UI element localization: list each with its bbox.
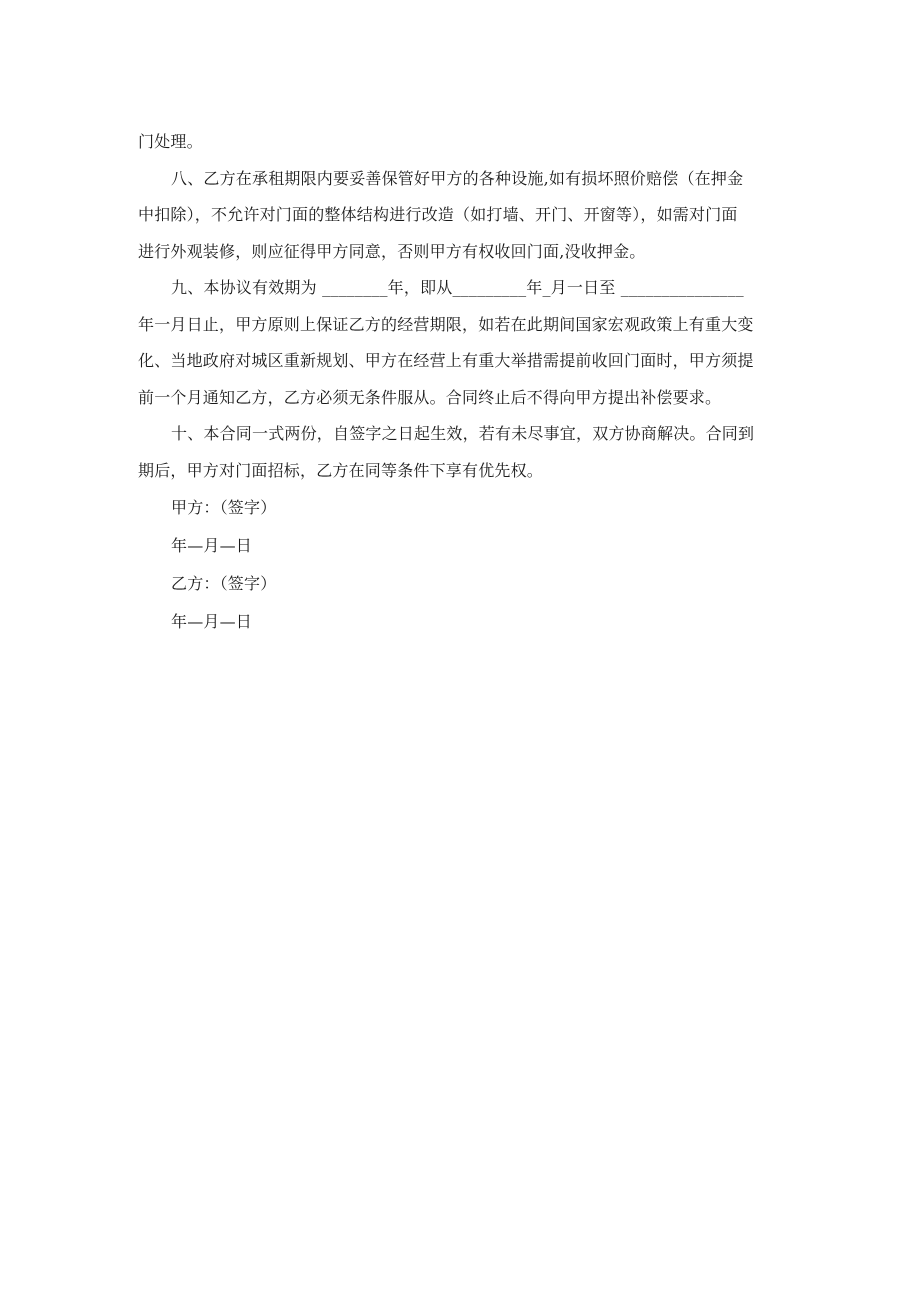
party-b-signature: 乙方：（签字） — [171, 574, 277, 593]
party-a-date: 年—月—日 — [171, 536, 253, 555]
text-line: 进行外观装修，则应征得甲方同意，否则甲方有权收回门面,没收押金。 — [138, 241, 646, 261]
text-line: 门处理。 — [138, 132, 203, 151]
text-line: 前一个月通知乙方，乙方必须无条件服从。合同终止后不得向甲方提出补偿要求。 — [138, 387, 722, 407]
clause-10-line: 十、本合同一式两份，自签字之日起生效，若有未尽事宜，双方协商解决。合同到 — [171, 424, 755, 443]
text-line: 年一月日止，甲方原则上保证乙方的经营期限，如若在此期间国家宏观政策上有重大变 — [138, 314, 754, 334]
party-b-date: 年—月—日 — [171, 612, 253, 631]
text-line: 中扣除），不允许对门面的整体结构进行改造（如打墙、开门、开窗等），如需对门面 — [138, 205, 738, 224]
text-line: 期后，甲方对门面招标，乙方在同等条件下享有优先权。 — [138, 460, 544, 480]
clause-9-line: 九、本协议有效期为 ________年，即从_________年_月一日至 _______________ — [171, 278, 744, 297]
text-line: 化、当地政府对城区重新规划、甲方在经营上有重大举措需提前收回门面时，甲方须提 — [138, 351, 754, 370]
party-a-signature: 甲方：（签字） — [171, 498, 277, 517]
clause-8-line: 八、乙方在承租期限内要妥善保管好甲方的各种设施,如有损坏照价赔偿（在押金 — [171, 168, 744, 188]
document-page — [138, 124, 784, 641]
